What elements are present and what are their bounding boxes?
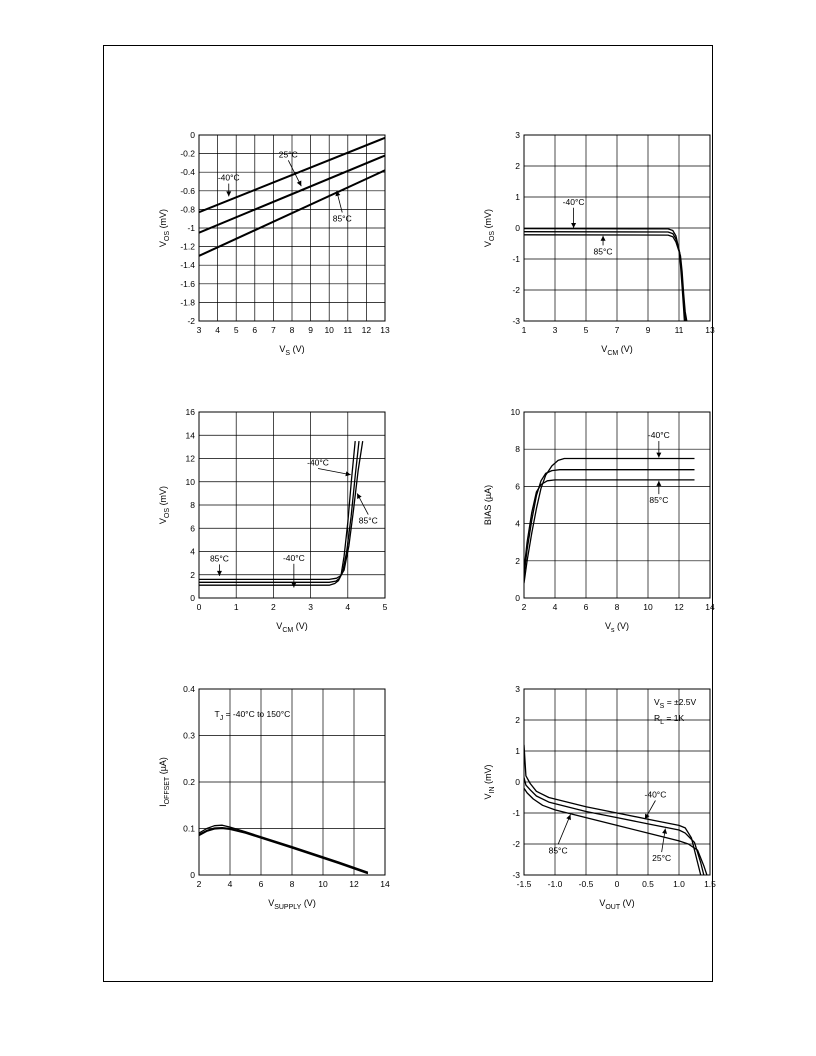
x-tick-label: 2 xyxy=(271,602,276,612)
y-tick-label: -1.4 xyxy=(180,260,195,271)
series-line--40°C xyxy=(524,459,695,584)
annotation-label: $T_J = -40^\circ C$ to 150°C xyxy=(214,708,291,722)
arrowhead xyxy=(571,223,576,228)
arrowhead xyxy=(601,236,606,241)
y-tick-label: 3 xyxy=(515,130,520,140)
x-tick-label: 13 xyxy=(705,325,715,335)
chart-ioffset-vs-vsupply xyxy=(158,684,390,911)
x-tick-label: 8 xyxy=(289,325,295,335)
x-tick-label: 4 xyxy=(227,879,233,889)
x-tick-label: 4 xyxy=(215,325,220,335)
annotation-label: -40°C xyxy=(562,196,585,207)
series-line-85°C xyxy=(524,788,707,875)
y-tick-label: -0.4 xyxy=(180,167,195,178)
annotation-label: 85°C xyxy=(649,495,669,506)
annotation-label: 85°C xyxy=(548,845,568,856)
x-tick-label: 9 xyxy=(645,325,651,335)
x-tick-label: 2 xyxy=(521,602,527,612)
x-tick-label: 10 xyxy=(643,602,653,612)
x-tick-label: 6 xyxy=(258,879,264,889)
y-tick-label: 3 xyxy=(515,684,520,694)
series-line-25°C xyxy=(524,232,686,321)
x-tick-label: 1 xyxy=(521,325,527,335)
y-tick-label: 0.3 xyxy=(183,730,195,741)
annotation-label: -40°C xyxy=(644,789,667,800)
legend-text: $V_S = \pm 2.5V$ xyxy=(654,697,697,710)
annotation-label: 85°C xyxy=(358,515,378,526)
x-tick-label: 5 xyxy=(233,325,239,335)
x-tick-label: 14 xyxy=(380,879,390,889)
annotation-label: -40°C xyxy=(307,457,329,468)
y-tick-label: 0.1 xyxy=(183,823,195,834)
arrowhead xyxy=(656,453,661,458)
series-line-25°C xyxy=(524,777,704,875)
x-tick-label: 4 xyxy=(345,602,351,612)
y-tick-label: 0 xyxy=(515,223,520,233)
y-tick-label: 6 xyxy=(515,481,520,492)
chart-vos-vs-vs xyxy=(158,130,390,357)
x-tick-label: 3 xyxy=(552,325,558,335)
x-tick-label: 7 xyxy=(614,325,620,335)
x-tick-label: -0.5 xyxy=(578,879,594,889)
y-axis-label: $V_{IN}$ (mV) xyxy=(483,764,496,800)
y-axis-label: $V_{OS}$ (mV) xyxy=(158,208,171,248)
y-tick-label: 1 xyxy=(515,746,520,756)
annotation-label: 85°C xyxy=(332,213,352,224)
y-tick-label: -1 xyxy=(512,808,520,818)
x-tick-label: 13 xyxy=(380,325,390,335)
x-tick-label: 10 xyxy=(324,325,334,335)
series-line--40°C xyxy=(524,229,684,321)
y-tick-label: 4 xyxy=(515,518,520,529)
x-tick-label: 0 xyxy=(196,602,202,612)
x-tick-label: 4 xyxy=(552,602,558,612)
series-line-85°C xyxy=(524,480,695,570)
x-tick-label: 8 xyxy=(614,602,620,612)
y-tick-label: 0 xyxy=(190,593,195,603)
y-axis-label: $V_{OS}$ (mV) xyxy=(158,485,171,525)
y-tick-label: 0 xyxy=(515,593,520,603)
series-line-25°C xyxy=(199,828,368,874)
x-tick-label: 6 xyxy=(252,325,258,335)
arrowhead xyxy=(656,481,661,486)
x-axis-label: $V_S$ (V) xyxy=(279,344,305,357)
y-tick-label: 4 xyxy=(190,546,195,557)
x-tick-label: 12 xyxy=(674,602,684,612)
x-tick-label: 1.0 xyxy=(673,879,685,889)
y-tick-label: 10 xyxy=(510,407,520,417)
y-tick-label: 0 xyxy=(190,870,195,880)
series-line-25°C xyxy=(524,470,695,576)
x-tick-label: 9 xyxy=(308,325,313,335)
series-line-150°C xyxy=(199,829,368,874)
y-tick-label: -2 xyxy=(512,285,520,295)
series-line--40°C xyxy=(199,441,355,585)
x-tick-label: 1.5 xyxy=(704,879,716,889)
y-tick-label: 0 xyxy=(515,777,520,787)
annotation-label: 85°C xyxy=(593,246,613,257)
x-axis-label: $V_{SUPPLY}$ (V) xyxy=(268,898,316,911)
y-tick-label: 12 xyxy=(185,453,195,464)
y-tick-label: -2 xyxy=(512,839,520,849)
x-tick-label: 12 xyxy=(349,879,359,889)
y-tick-label: 14 xyxy=(185,430,195,441)
y-tick-label: 2 xyxy=(515,555,520,566)
chart-vin-vs-vout xyxy=(483,684,716,911)
x-tick-label: 8 xyxy=(289,879,295,889)
annotation-label: 25°C xyxy=(278,149,298,160)
y-tick-label: 16 xyxy=(185,407,195,417)
annotation-label: -40°C xyxy=(647,430,670,441)
y-tick-label: -0.8 xyxy=(180,204,195,215)
x-tick-label: 6 xyxy=(583,602,589,612)
y-tick-label: 0.4 xyxy=(183,684,195,694)
y-tick-label: 6 xyxy=(190,523,195,534)
y-tick-label: -0.6 xyxy=(180,185,195,196)
x-axis-label: $V_{CM}$ (V) xyxy=(601,344,633,357)
y-tick-label: -1 xyxy=(512,254,520,264)
x-axis-label: $V_{CM}$ (V) xyxy=(276,621,308,634)
legend-text: $R_L = 1K$ xyxy=(654,713,685,726)
annotation-label: -40°C xyxy=(217,172,240,183)
y-tick-label: -3 xyxy=(512,870,520,880)
x-tick-label: 2 xyxy=(196,879,202,889)
y-tick-label: 2 xyxy=(515,161,520,171)
x-axis-label: $V_s$ (V) xyxy=(604,621,630,634)
y-axis-label: $I_{OFFSET}$ (µA) xyxy=(158,757,171,807)
annotation-label: -40°C xyxy=(282,552,305,563)
y-tick-label: 0 xyxy=(190,130,195,140)
x-tick-label: 12 xyxy=(361,325,372,335)
y-tick-label: -1.6 xyxy=(180,278,195,289)
x-tick-label: 0 xyxy=(614,879,620,889)
x-axis-label: $V_{OUT}$ (V) xyxy=(599,898,635,911)
series-line--40°C xyxy=(524,745,701,875)
y-tick-label: 1 xyxy=(515,192,520,202)
x-tick-label: 7 xyxy=(271,325,276,335)
y-tick-label: 2 xyxy=(190,569,195,580)
x-tick-label: 0.5 xyxy=(642,879,654,889)
x-tick-label: 3 xyxy=(308,602,313,612)
y-tick-label: -0.2 xyxy=(180,148,195,159)
y-axis-label: $V_{OS}$ (mV) xyxy=(483,208,496,248)
x-tick-label: 5 xyxy=(382,602,388,612)
chart-vos-vs-vcm-low xyxy=(158,407,388,634)
y-tick-label: 2 xyxy=(515,715,520,725)
chart-bias-vs-vs xyxy=(483,407,715,634)
x-tick-label: 10 xyxy=(318,879,328,889)
chart-vos-vs-vcm xyxy=(483,130,715,357)
y-tick-label: -1 xyxy=(187,223,195,233)
annotation-arrow xyxy=(318,468,351,474)
arrowhead xyxy=(226,191,231,196)
x-tick-label: 14 xyxy=(705,602,715,612)
x-tick-label: 1 xyxy=(233,602,239,612)
arrowhead xyxy=(662,829,667,834)
annotation-label: 25°C xyxy=(652,853,672,864)
y-tick-label: 8 xyxy=(190,500,195,510)
x-tick-label: 11 xyxy=(674,325,684,335)
x-tick-label: -1.0 xyxy=(547,879,563,889)
y-tick-label: -2 xyxy=(187,316,195,326)
y-tick-label: -1.2 xyxy=(180,241,195,252)
annotation-label: 85°C xyxy=(209,553,229,564)
y-tick-label: 10 xyxy=(185,476,195,487)
y-tick-label: 8 xyxy=(515,444,520,455)
x-tick-label: -1.5 xyxy=(516,879,532,889)
y-axis-label: BIAS (µA) xyxy=(483,484,493,526)
x-tick-label: 11 xyxy=(343,325,353,335)
x-tick-label: 3 xyxy=(196,325,202,335)
y-tick-label: -3 xyxy=(512,316,520,326)
arrowhead xyxy=(217,571,222,576)
x-tick-label: 5 xyxy=(583,325,589,335)
y-tick-label: 0.2 xyxy=(183,777,195,787)
y-tick-label: -1.8 xyxy=(180,297,195,308)
